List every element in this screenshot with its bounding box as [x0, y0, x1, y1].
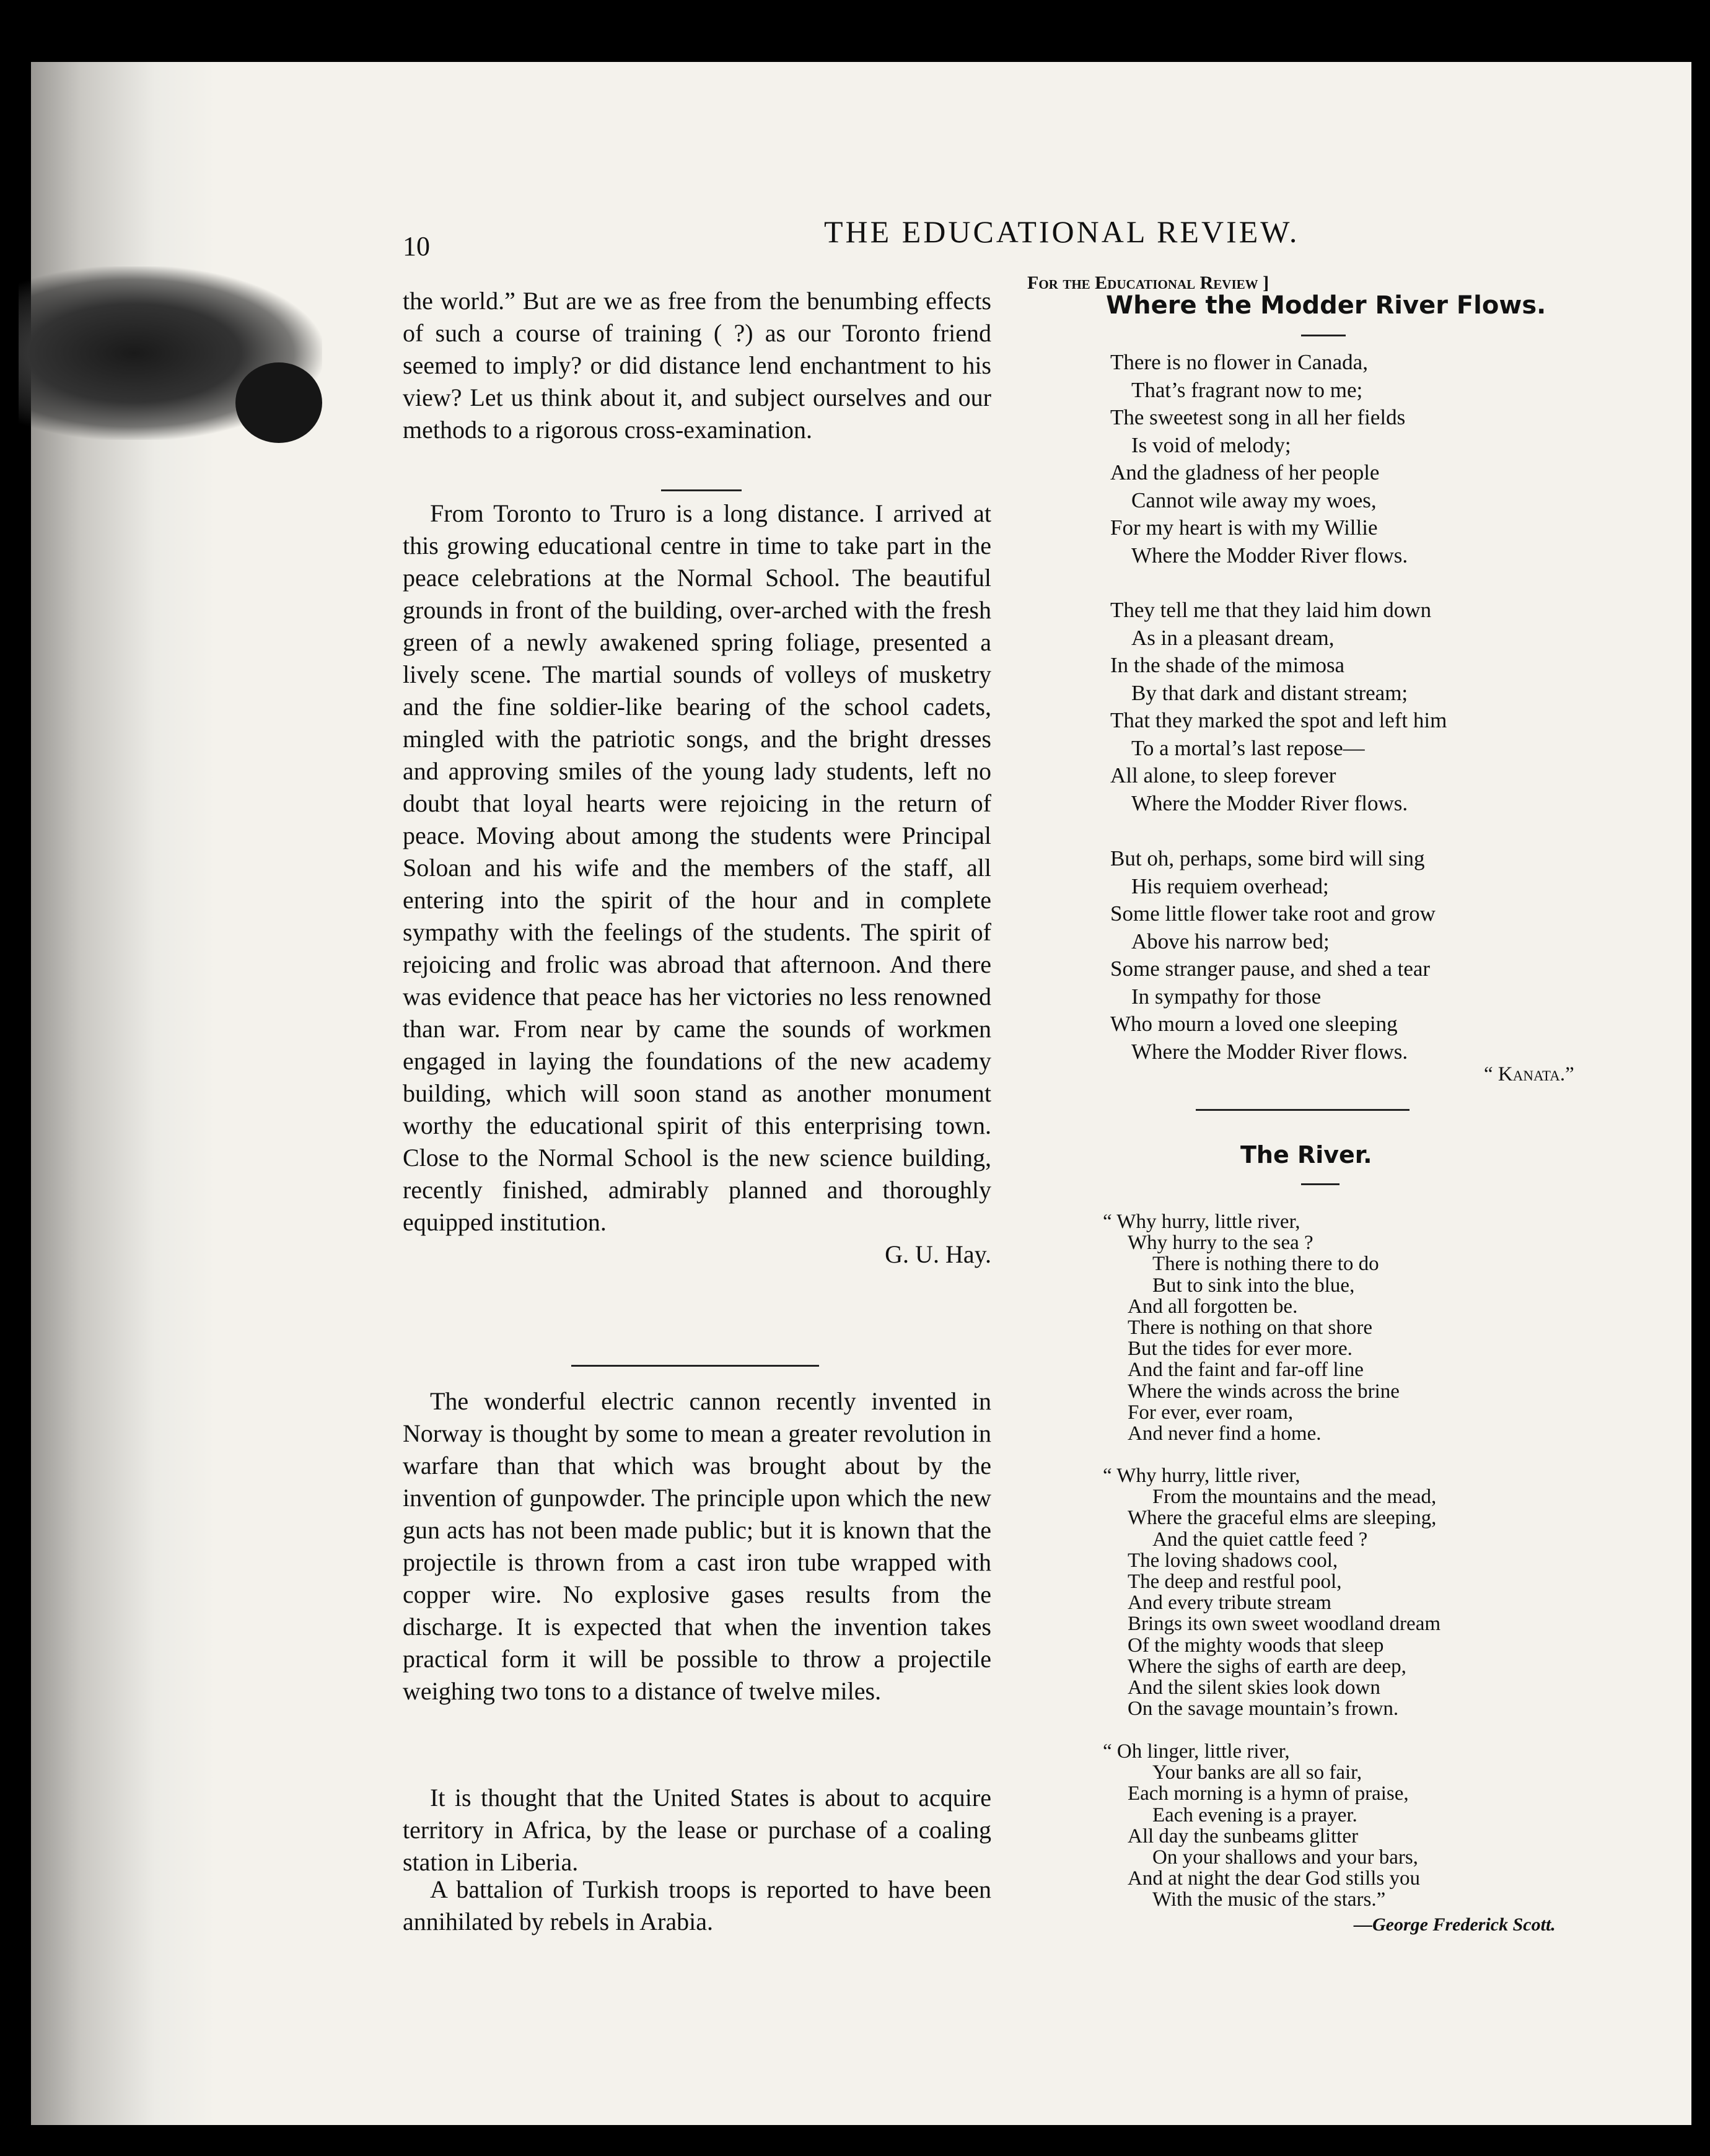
poem-line: Some stranger pause, and shed a tear — [1110, 957, 1431, 981]
poem-line: In sympathy for those — [1131, 984, 1322, 1009]
poem-stanza-3 — [1110, 845, 1606, 1066]
poem-line: As in a pleasant dream, — [1131, 625, 1335, 650]
poem-line: And all forgotten be. — [1128, 1295, 1298, 1318]
poem-line: There is no flower in Canada, — [1110, 350, 1368, 374]
poem-line: There is nothing there to do — [1152, 1253, 1379, 1276]
poem-line: Who mourn a loved one sleeping — [1110, 1012, 1398, 1036]
poem-line: All alone, to sleep forever — [1110, 763, 1336, 787]
poem-line: Your banks are all so fair, — [1152, 1761, 1362, 1784]
poem-line: Why hurry to the sea ? — [1128, 1232, 1313, 1255]
title-rule — [1301, 1183, 1340, 1185]
poem-line: That they marked the spot and left him — [1110, 708, 1447, 732]
running-title: THE EDUCATIONAL REVIEW. — [824, 214, 1300, 249]
poem-line: But the tides for ever more. — [1128, 1338, 1353, 1361]
news-paragraph-turkish-troops: A battalion of Turkish troops is reported to have been annihilated by rebels in Arabia. — [403, 1875, 991, 1935]
poem-line: The sweetest song in all her fields — [1110, 405, 1406, 429]
article-paragraph-2-text: From Toronto to Truro is a long distance. I arrived at this growing educational centre in time to take part in the peace celebrations at the Normal School. The beautiful grounds in front of the building, over-arched with the fresh green of a newly awakened spring foliage, presented a lively scene. The martial sounds of volleys of musketry and the fine soldier-like bearing of the school cadets, mingled with the patriotic songs, and the bright dresses and approving smiles of the young lady students, left no doubt that loyal hearts were rejoicing in the return of peace. Moving about among the students were Principal Soloan and his wife and the members of the staff, all entering into the spirit of the hour and in complete sympathy with the feelings of the students. The spirit of rejoicing and frolic was abroad that afternoon. And there was evidence that peace has her victories no less renowned than war. From near by came the sounds of workmen engaged in laying the foundations of the new academy building, which will soon stand as another monument worthy the educational spirit of this enterprising town. Close to the Normal School is the new science building, recently finished, admirably planned and thoroughly equipped institution. — [403, 499, 991, 1236]
poem-line: That’s fragrant now to me; — [1131, 377, 1363, 402]
poem-line: And every tribute stream — [1128, 1592, 1331, 1615]
poem-line: Of the mighty woods that sleep — [1128, 1634, 1384, 1657]
poem-line: But oh, perhaps, some bird will sing — [1110, 846, 1425, 870]
poem-line: But to sink into the blue, — [1152, 1274, 1355, 1297]
poem-stanza-2 — [1103, 1465, 1611, 1719]
poem-line: By that dark and distant stream; — [1131, 680, 1408, 705]
poem-credit: For the Educational Review ] — [1027, 273, 1269, 293]
poem-line: His requiem overhead; — [1131, 874, 1329, 898]
poem-line: “ Why hurry, little river, — [1103, 1211, 1300, 1233]
poem-line: Some little flower take root and grow — [1110, 901, 1436, 926]
poem-line: Cannot wile away my woes, — [1131, 488, 1377, 512]
poem-stanza-2 — [1110, 597, 1606, 817]
poem-line: Where the sighs of earth are deep, — [1128, 1655, 1406, 1678]
poem-line: Where the Modder River flows. — [1131, 1039, 1408, 1064]
title-rule — [1301, 335, 1346, 336]
poem-line: With the music of the stars.” — [1152, 1888, 1386, 1911]
article-signature: G. U. Hay. — [885, 1240, 991, 1268]
poem-line: And the gladness of her people — [1110, 460, 1380, 484]
article-paragraph-2 — [403, 497, 991, 1271]
poem-line: For ever, ever roam, — [1128, 1401, 1294, 1424]
poem-title: The River. — [1240, 1141, 1372, 1168]
poem-signature: —George Frederick Scott. — [1354, 1914, 1556, 1935]
poem-stanza-1 — [1103, 1211, 1611, 1444]
article-paragraph-1: the world.” But are we as free from the benumbing effects of such a course of training ( ?) as our Toronto friend seemed to imply? or did distance lend enchantment to his view? Let us think about it, and subject ourselves and our methods to a rigorous cross-examination. — [403, 287, 991, 444]
poem-line: Brings its own sweet woodland dream — [1128, 1613, 1441, 1636]
poem-line: “ Why hurry, little river, — [1103, 1465, 1300, 1487]
poem-line: Where the Modder River flows. — [1131, 543, 1408, 567]
poem-line: “ Oh linger, little river, — [1103, 1740, 1290, 1763]
binder-clip — [235, 362, 322, 443]
poem-line: The loving shadows cool, — [1128, 1549, 1338, 1572]
poem-line: And the silent skies look down — [1128, 1676, 1380, 1699]
poem-line: To a mortal’s last repose— — [1131, 735, 1365, 760]
section-rule — [661, 489, 742, 491]
poem-line: From the mountains and the mead, — [1152, 1486, 1437, 1509]
poem-line: There is nothing on that shore — [1128, 1317, 1373, 1339]
poem-line: On the savage mountain’s frown. — [1128, 1698, 1399, 1720]
poem-line: Each evening is a prayer. — [1152, 1803, 1357, 1826]
poem-line: And the faint and far-off line — [1128, 1359, 1364, 1382]
poem-line: And at night the dear God stills you — [1128, 1867, 1421, 1890]
poem-line: Where the Modder River flows. — [1131, 791, 1408, 815]
poem-line: In the shade of the mimosa — [1110, 653, 1345, 677]
poem-line: They tell me that they laid him down — [1110, 598, 1432, 622]
poem-line: And never find a home. — [1128, 1422, 1322, 1445]
poem-line: Is void of melody; — [1131, 432, 1291, 457]
poem-line: On your shallows and your bars, — [1152, 1846, 1418, 1869]
page-number: 10 — [403, 231, 430, 261]
news-paragraph-liberia: It is thought that the United States is about to acquire territory in Africa, by the lease or purchase of a coaling station in Liberia. — [403, 1784, 991, 1876]
poem-title: Where the Modder River Flows. — [1106, 291, 1546, 320]
section-rule — [1196, 1109, 1410, 1111]
poem-line: All day the sunbeams glitter — [1128, 1825, 1359, 1847]
section-rule — [571, 1365, 819, 1367]
poem-line: Above his narrow bed; — [1131, 929, 1330, 953]
poem-line: Each morning is a hymn of praise, — [1128, 1782, 1409, 1805]
news-paragraph-cannon: The wonderful electric cannon recently invented in Norway is thought by some to mean a greater revolution in warfare than that which was brought about by the invention of gunpowder. The principle upon which the new gun acts has not been made public; but it is known that the projectile is thrown from a cast iron tube wrapped with copper wire. No explosive gases results from the discharge. It is expected that when the invention takes practical form it will be possible to throw a projectile weighing two tons to a distance of twelve miles. — [403, 1387, 991, 1705]
poem-line: Where the winds across the brine — [1128, 1380, 1400, 1403]
poem-stanza-3 — [1103, 1741, 1611, 1911]
poem-stanza-1 — [1110, 349, 1606, 569]
poem-line: And the quiet cattle feed ? — [1152, 1528, 1368, 1551]
poem-signature: “ Kanata.” — [1484, 1063, 1574, 1085]
poem-line: The deep and restful pool, — [1128, 1571, 1342, 1593]
poem-line: For my heart is with my Willie — [1110, 515, 1378, 540]
poem-line: Where the graceful elms are sleeping, — [1128, 1507, 1437, 1530]
